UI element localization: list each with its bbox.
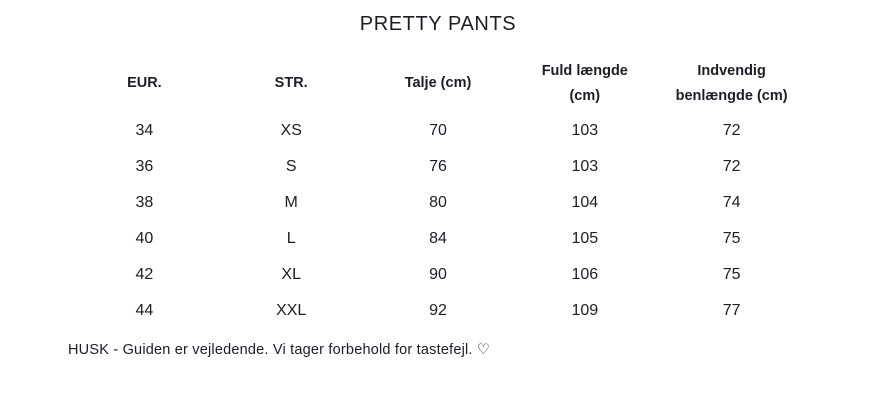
cell-talje: 84 [429,230,447,247]
cell-eur: 38 [135,194,154,211]
cell-fuld-laengde: 103 [571,122,599,139]
size-table-body [71,113,805,329]
cell-eur: 40 [135,230,154,247]
cell-talje: 90 [429,266,447,283]
col-header-indvendig-benlaengde: Indvendig benlængde (cm) [675,62,788,104]
cell-eur: 42 [135,266,154,283]
size-guide [68,0,805,358]
table-row-xs [71,113,805,149]
col-header-str: STR. [274,75,308,92]
footnote: HUSK - Guiden er vejledende. Vi tager forbehold for tastefejl. ♡ [68,342,491,358]
col-header-eur: EUR. [127,75,162,92]
cell-fuld-laengde: 109 [571,302,599,319]
cell-benlaengde: 74 [722,194,741,211]
cell-str: M [284,194,298,211]
size-table [71,55,805,329]
table-row-xl [71,257,805,293]
cell-benlaengde: 72 [722,158,741,175]
cell-benlaengde: 72 [722,122,741,139]
table-row-m [71,185,805,221]
cell-talje: 76 [429,158,447,175]
cell-fuld-laengde: 105 [571,230,599,247]
cell-benlaengde: 75 [722,266,741,283]
header-row [71,55,805,113]
cell-benlaengde: 75 [722,230,741,247]
cell-fuld-laengde: 106 [571,266,599,283]
table-row-s [71,149,805,185]
table-row-l [71,221,805,257]
cell-benlaengde: 77 [722,302,741,319]
cell-talje: 80 [429,194,447,211]
cell-eur: 34 [135,122,154,139]
col-header-fuld-laengde: Fuld længde (cm) [541,62,628,104]
page-title: PRETTY PANTS [359,13,517,35]
cell-str: XL [281,266,301,283]
cell-str: XXL [276,302,307,319]
cell-fuld-laengde: 103 [571,158,599,175]
cell-eur: 36 [135,158,154,175]
cell-str: XS [280,122,302,139]
cell-eur: 44 [135,302,154,319]
cell-fuld-laengde: 104 [571,194,599,211]
table-row-xxl [71,293,805,329]
cell-talje: 92 [429,302,447,319]
cell-talje: 70 [429,122,447,139]
col-header-talje: Talje (cm) [404,75,472,92]
cell-str: L [286,230,296,247]
size-table-head [71,55,805,113]
cell-str: S [285,158,297,175]
